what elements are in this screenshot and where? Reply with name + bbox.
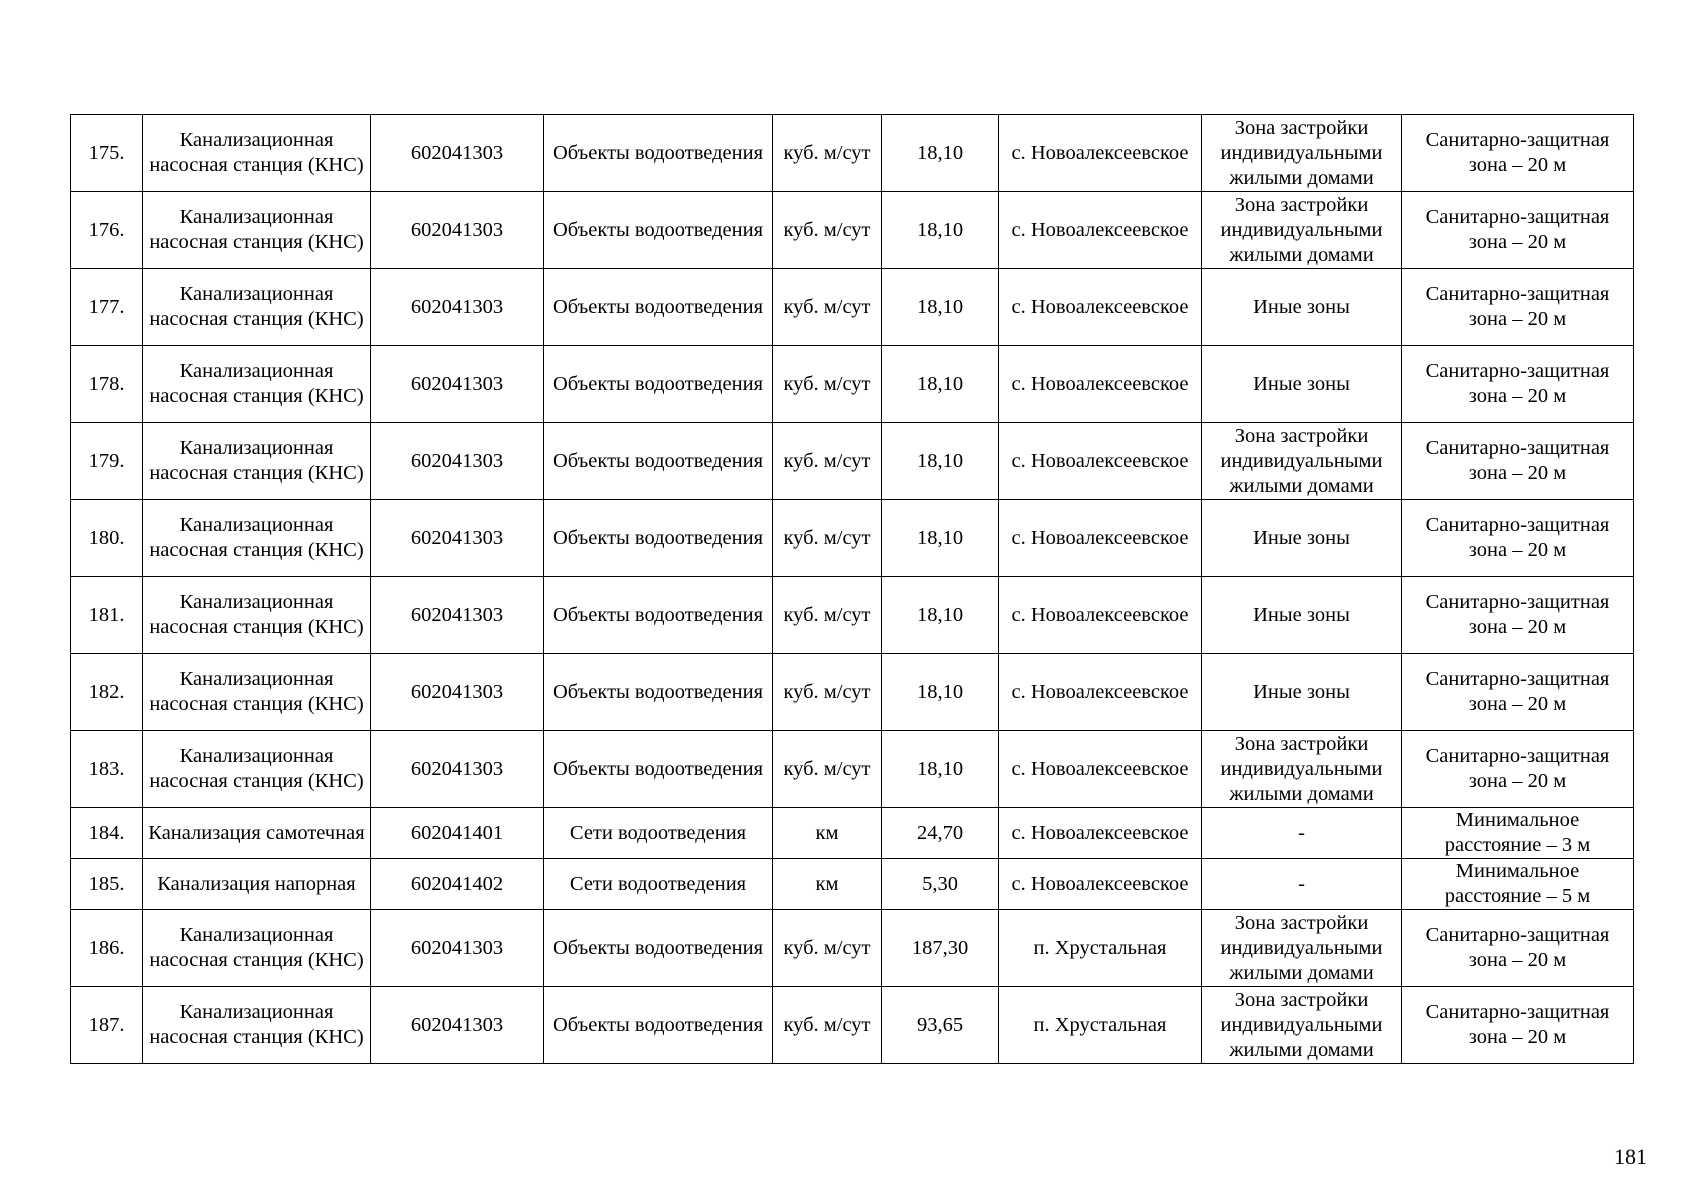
restriction-zone-cell: Санитарно-защитная зона – 20 м [1402, 115, 1634, 192]
location-cell: с. Новоалексеевское [999, 115, 1202, 192]
capacity-value-cell: 5,30 [882, 859, 999, 910]
unit-of-measure-cell: куб. м/сут [773, 346, 882, 423]
object-name-cell: Канализационная насосная станция (КНС) [143, 731, 371, 808]
object-name-cell: Канализация самотечная [143, 808, 371, 859]
row-number-cell: 183. [71, 731, 143, 808]
object-type-cell: Объекты водоотведения [544, 192, 773, 269]
unit-of-measure-cell: куб. м/сут [773, 115, 882, 192]
unit-of-measure-cell: куб. м/сут [773, 423, 882, 500]
unit-of-measure-cell: км [773, 859, 882, 910]
restriction-zone-cell: Санитарно-защитная зона – 20 м [1402, 269, 1634, 346]
table-row [71, 115, 1634, 192]
table-row [71, 423, 1634, 500]
object-code-cell: 602041303 [371, 500, 544, 577]
object-code-cell: 602041401 [371, 808, 544, 859]
functional-zone-cell: Зона застройки индивидуальными жилыми домами [1202, 731, 1402, 808]
capacity-value-cell: 18,10 [882, 346, 999, 423]
table-row [71, 731, 1634, 808]
object-code-cell: 602041303 [371, 423, 544, 500]
functional-zone-cell: Зона застройки индивидуальными жилыми домами [1202, 423, 1402, 500]
capacity-value-cell: 187,30 [882, 910, 999, 987]
capacity-value-cell: 93,65 [882, 987, 999, 1064]
location-cell: с. Новоалексеевское [999, 500, 1202, 577]
restriction-zone-cell: Санитарно-защитная зона – 20 м [1402, 577, 1634, 654]
row-number-cell: 186. [71, 910, 143, 987]
location-cell: с. Новоалексеевское [999, 423, 1202, 500]
object-name-cell: Канализационная насосная станция (КНС) [143, 577, 371, 654]
object-code-cell: 602041303 [371, 731, 544, 808]
object-code-cell: 602041303 [371, 115, 544, 192]
object-code-cell: 602041402 [371, 859, 544, 910]
capacity-value-cell: 18,10 [882, 192, 999, 269]
functional-zone-cell: Зона застройки индивидуальными жилыми домами [1202, 987, 1402, 1064]
object-name-cell: Канализационная насосная станция (КНС) [143, 269, 371, 346]
object-name-cell: Канализационная насосная станция (КНС) [143, 423, 371, 500]
object-type-cell: Объекты водоотведения [544, 731, 773, 808]
table-row [71, 192, 1634, 269]
object-type-cell: Объекты водоотведения [544, 346, 773, 423]
object-code-cell: 602041303 [371, 577, 544, 654]
object-type-cell: Объекты водоотведения [544, 269, 773, 346]
object-name-cell: Канализационная насосная станция (КНС) [143, 500, 371, 577]
table-row [71, 987, 1634, 1064]
capacity-value-cell: 18,10 [882, 731, 999, 808]
unit-of-measure-cell: куб. м/сут [773, 269, 882, 346]
object-type-cell: Объекты водоотведения [544, 115, 773, 192]
object-type-cell: Объекты водоотведения [544, 500, 773, 577]
object-type-cell: Объекты водоотведения [544, 577, 773, 654]
unit-of-measure-cell: км [773, 808, 882, 859]
restriction-zone-cell: Минимальное расстояние – 3 м [1402, 808, 1634, 859]
table-row [71, 808, 1634, 859]
object-type-cell: Объекты водоотведения [544, 910, 773, 987]
restriction-zone-cell: Санитарно-защитная зона – 20 м [1402, 423, 1634, 500]
location-cell: с. Новоалексеевское [999, 192, 1202, 269]
object-name-cell: Канализационная насосная станция (КНС) [143, 346, 371, 423]
object-type-cell: Объекты водоотведения [544, 987, 773, 1064]
functional-zone-cell: Иные зоны [1202, 346, 1402, 423]
table-row [71, 269, 1634, 346]
object-name-cell: Канализация напорная [143, 859, 371, 910]
objects-table [70, 114, 1634, 1064]
object-name-cell: Канализационная насосная станция (КНС) [143, 987, 371, 1064]
functional-zone-cell: Зона застройки индивидуальными жилыми домами [1202, 910, 1402, 987]
location-cell: с. Новоалексеевское [999, 346, 1202, 423]
location-cell: с. Новоалексеевское [999, 859, 1202, 910]
table-row [71, 654, 1634, 731]
unit-of-measure-cell: куб. м/сут [773, 192, 882, 269]
unit-of-measure-cell: куб. м/сут [773, 987, 882, 1064]
location-cell: с. Новоалексеевское [999, 269, 1202, 346]
object-name-cell: Канализационная насосная станция (КНС) [143, 654, 371, 731]
object-code-cell: 602041303 [371, 654, 544, 731]
unit-of-measure-cell: куб. м/сут [773, 500, 882, 577]
location-cell: с. Новоалексеевское [999, 731, 1202, 808]
table-row [71, 910, 1634, 987]
functional-zone-cell: Иные зоны [1202, 500, 1402, 577]
table-body [71, 115, 1634, 1064]
page-number: 181 [1614, 1144, 1647, 1169]
location-cell: с. Новоалексеевское [999, 654, 1202, 731]
row-number-cell: 180. [71, 500, 143, 577]
unit-of-measure-cell: куб. м/сут [773, 654, 882, 731]
object-name-cell: Канализационная насосная станция (КНС) [143, 910, 371, 987]
row-number-cell: 179. [71, 423, 143, 500]
location-cell: п. Хрустальная [999, 910, 1202, 987]
table-row [71, 500, 1634, 577]
capacity-value-cell: 18,10 [882, 577, 999, 654]
unit-of-measure-cell: куб. м/сут [773, 731, 882, 808]
functional-zone-cell: Иные зоны [1202, 269, 1402, 346]
restriction-zone-cell: Санитарно-защитная зона – 20 м [1402, 500, 1634, 577]
capacity-value-cell: 18,10 [882, 269, 999, 346]
row-number-cell: 182. [71, 654, 143, 731]
table-row [71, 577, 1634, 654]
table-row [71, 346, 1634, 423]
object-code-cell: 602041303 [371, 192, 544, 269]
unit-of-measure-cell: куб. м/сут [773, 577, 882, 654]
row-number-cell: 176. [71, 192, 143, 269]
object-code-cell: 602041303 [371, 346, 544, 423]
row-number-cell: 187. [71, 987, 143, 1064]
capacity-value-cell: 18,10 [882, 500, 999, 577]
restriction-zone-cell: Санитарно-защитная зона – 20 м [1402, 654, 1634, 731]
location-cell: п. Хрустальная [999, 987, 1202, 1064]
row-number-cell: 185. [71, 859, 143, 910]
object-type-cell: Объекты водоотведения [544, 423, 773, 500]
restriction-zone-cell: Санитарно-защитная зона – 20 м [1402, 346, 1634, 423]
object-name-cell: Канализационная насосная станция (КНС) [143, 192, 371, 269]
restriction-zone-cell: Санитарно-защитная зона – 20 м [1402, 910, 1634, 987]
object-name-cell: Канализационная насосная станция (КНС) [143, 115, 371, 192]
table-row [71, 859, 1634, 910]
functional-zone-cell: Зона застройки индивидуальными жилыми домами [1202, 192, 1402, 269]
row-number-cell: 181. [71, 577, 143, 654]
object-code-cell: 602041303 [371, 269, 544, 346]
functional-zone-cell: - [1202, 808, 1402, 859]
row-number-cell: 177. [71, 269, 143, 346]
restriction-zone-cell: Санитарно-защитная зона – 20 м [1402, 192, 1634, 269]
restriction-zone-cell: Санитарно-защитная зона – 20 м [1402, 731, 1634, 808]
capacity-value-cell: 18,10 [882, 423, 999, 500]
functional-zone-cell: - [1202, 859, 1402, 910]
functional-zone-cell: Иные зоны [1202, 577, 1402, 654]
restriction-zone-cell: Санитарно-защитная зона – 20 м [1402, 987, 1634, 1064]
location-cell: с. Новоалексеевское [999, 577, 1202, 654]
capacity-value-cell: 18,10 [882, 115, 999, 192]
capacity-value-cell: 18,10 [882, 654, 999, 731]
object-type-cell: Сети водоотведения [544, 859, 773, 910]
object-type-cell: Объекты водоотведения [544, 654, 773, 731]
row-number-cell: 184. [71, 808, 143, 859]
functional-zone-cell: Зона застройки индивидуальными жилыми домами [1202, 115, 1402, 192]
restriction-zone-cell: Минимальное расстояние – 5 м [1402, 859, 1634, 910]
row-number-cell: 175. [71, 115, 143, 192]
object-type-cell: Сети водоотведения [544, 808, 773, 859]
unit-of-measure-cell: куб. м/сут [773, 910, 882, 987]
row-number-cell: 178. [71, 346, 143, 423]
functional-zone-cell: Иные зоны [1202, 654, 1402, 731]
object-code-cell: 602041303 [371, 987, 544, 1064]
capacity-value-cell: 24,70 [882, 808, 999, 859]
object-code-cell: 602041303 [371, 910, 544, 987]
location-cell: с. Новоалексеевское [999, 808, 1202, 859]
